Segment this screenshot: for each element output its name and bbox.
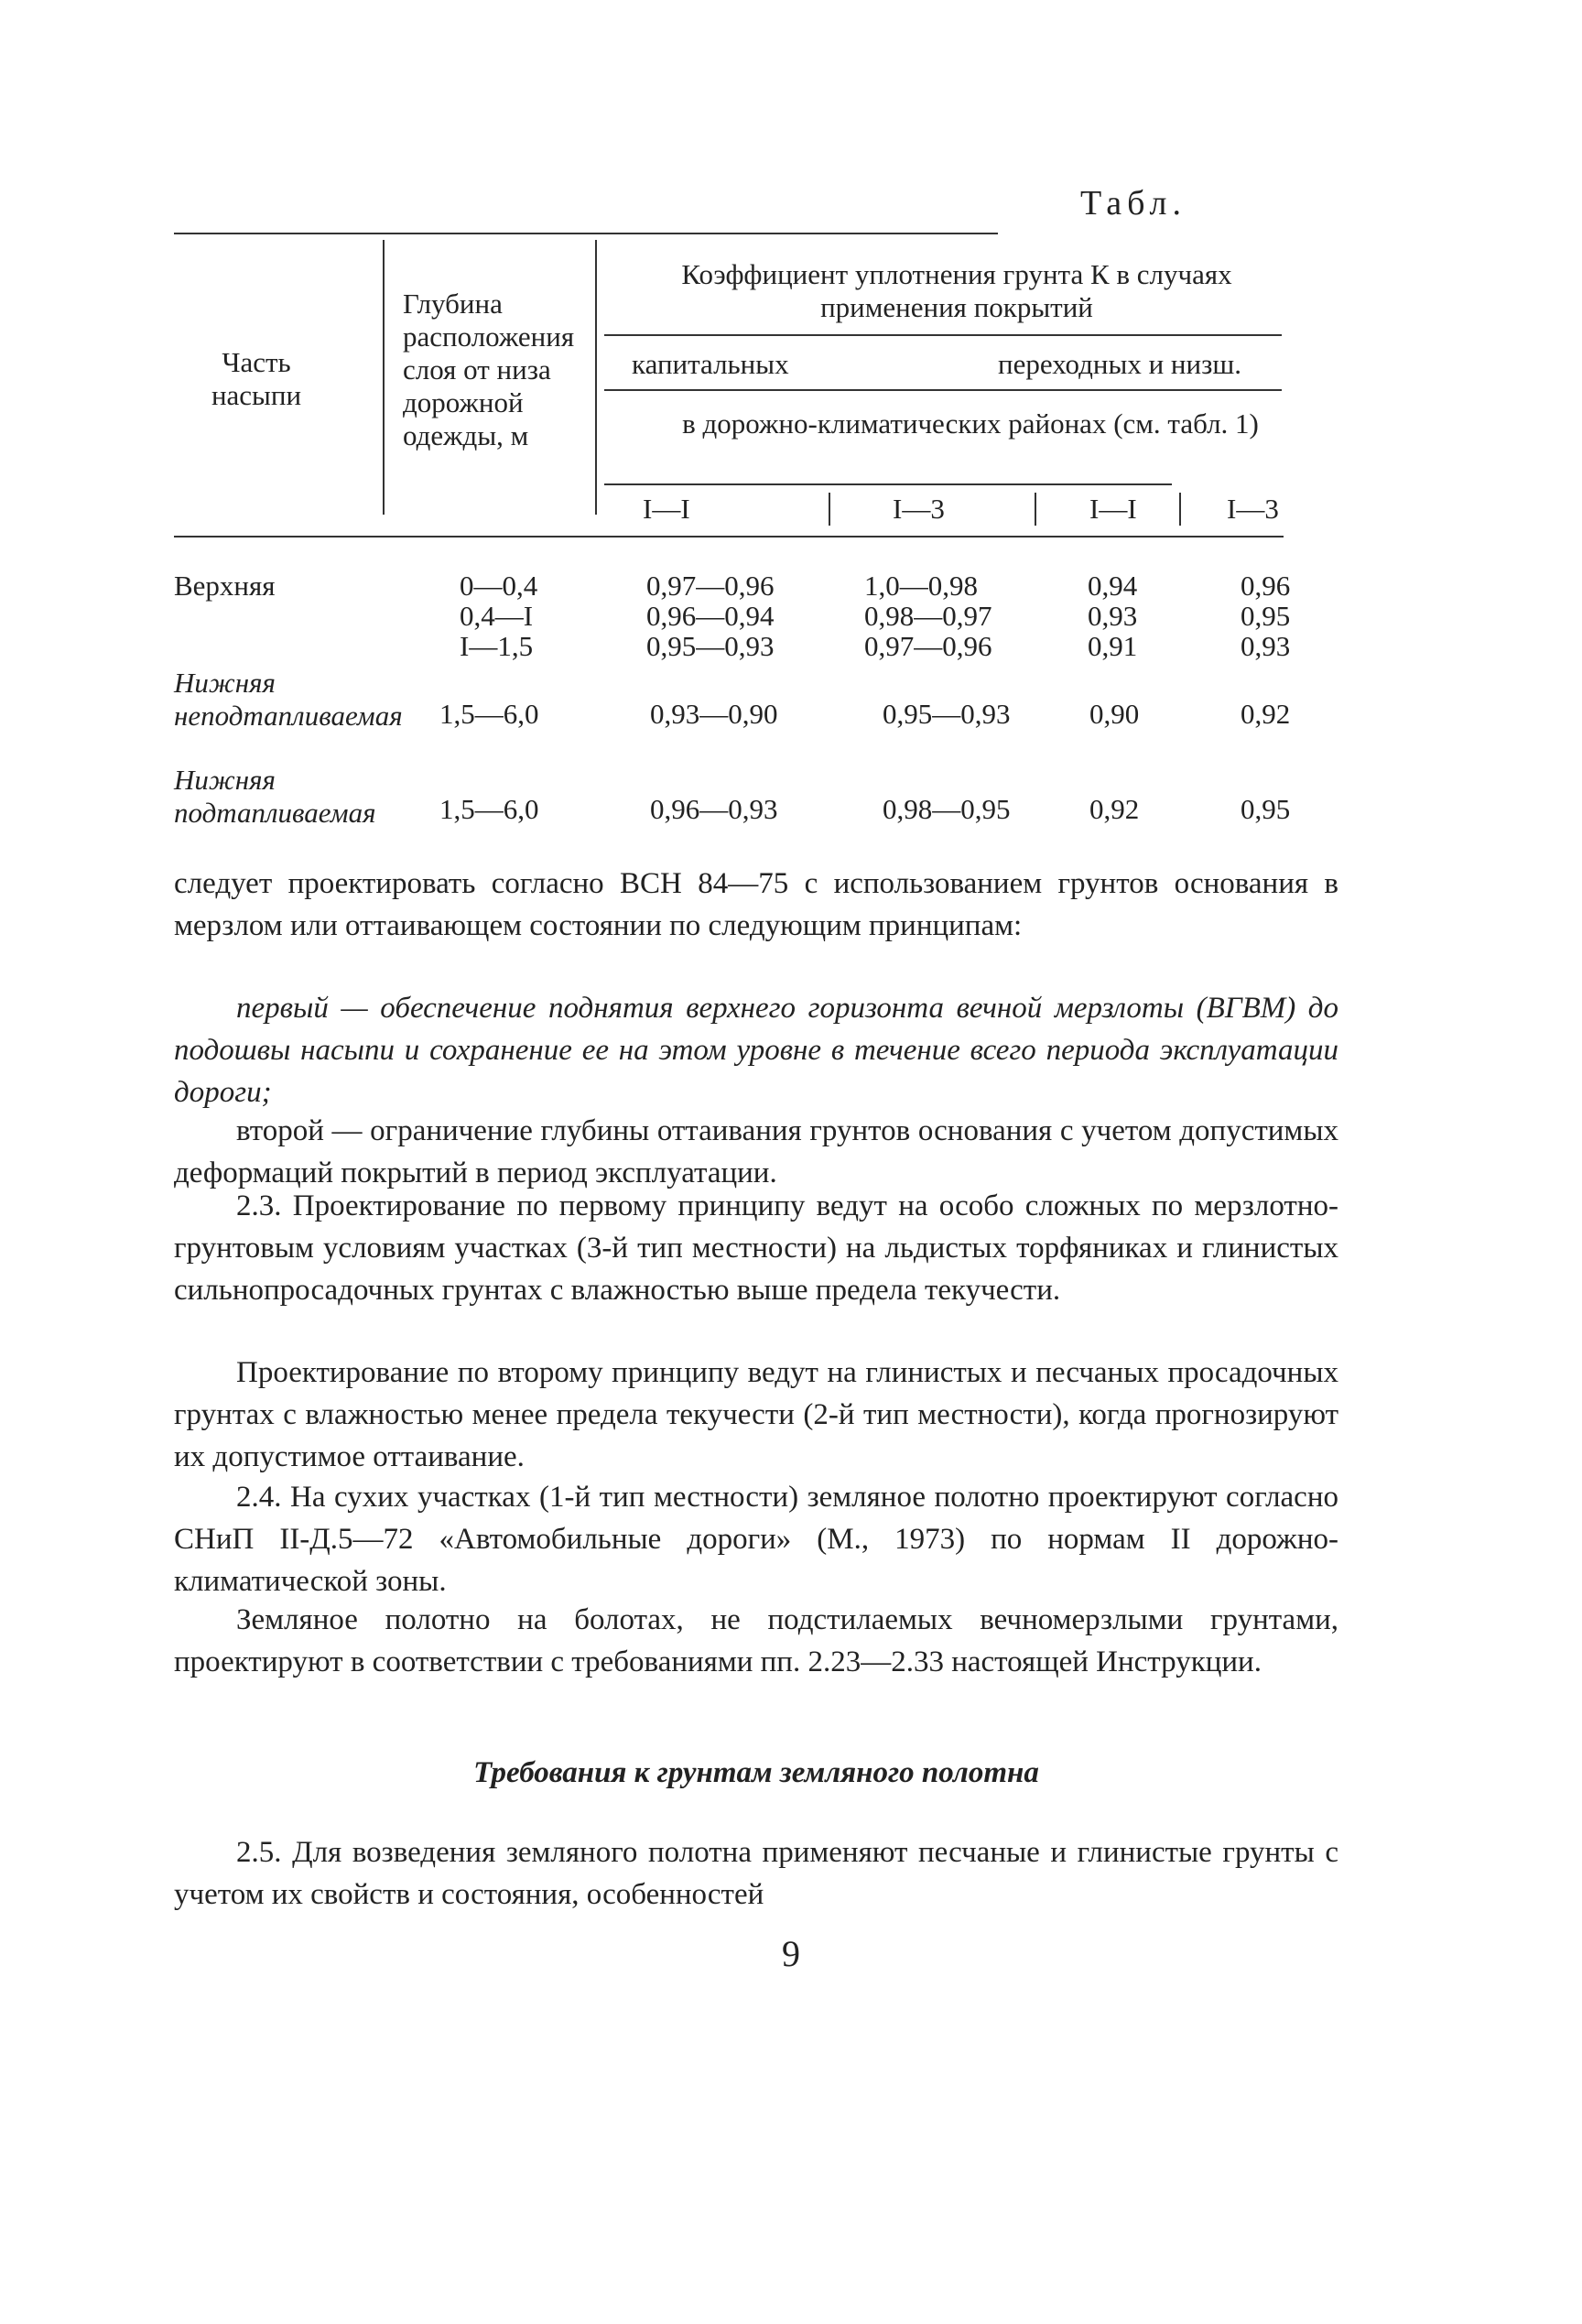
header-part: Часть насыпи	[211, 346, 302, 411]
row-coef-capital-3: 0,98—0,97	[864, 600, 992, 632]
zone-vrule-1	[829, 493, 830, 526]
table-label: Табл.	[1080, 184, 1186, 223]
row-coef-trans-3: 0,92	[1241, 698, 1291, 730]
table-vrule-1	[383, 240, 385, 515]
paragraph: 2.5. Для возведения земляного полотна применяют песчаные и глинистые грунты с учетом их свойств и состояния, особенностей	[174, 1836, 1338, 1911]
row-part: Нижняя неподтапливаемая	[174, 667, 403, 732]
row-coef-trans-1: 0,94	[1088, 570, 1138, 602]
paragraph: первый — обеспечение поднятия верхнего горизонта вечной мерзлоты (ВГВМ) до подошвы насыпи и сохранение ее на этом уровне в течение всего периода эксплуатации дороги;	[174, 992, 1338, 1109]
row-coef-trans-3: 0,93	[1241, 630, 1291, 662]
paragraph: Земляное полотно на болотах, не подстилаемых вечномерзлыми грунтами, проектируют в соответствии с требованиями пп. 2.23—2.33 настоящей Инструкции.	[174, 1603, 1338, 1678]
row-depth: I—1,5	[460, 630, 534, 662]
zone-col-1: I—I	[643, 493, 690, 525]
row-coef-capital-3: 0,98—0,95	[883, 793, 1011, 825]
header-coefficient: Коэффициент уплотнения грунта К в случаях применения покрытий	[681, 258, 1232, 323]
table-vrule-2	[595, 240, 597, 515]
header-bottom-rule	[174, 536, 1284, 538]
row-coef-capital-1: 0,97—0,96	[646, 570, 775, 602]
row-coef-trans-1: 0,90	[1089, 698, 1140, 730]
table-top-rule	[174, 233, 998, 234]
header-capital: капитальных	[632, 348, 789, 380]
row-depth: 1,5—6,0	[439, 698, 539, 730]
row-coef-trans-1: 0,92	[1089, 793, 1140, 825]
row-depth: 0—0,4	[460, 570, 538, 602]
paragraph: следует проектировать согласно ВСН 84—75 с использованием грунтов основания в мерзлом или оттаивающем состоянии по следующим принципам:	[174, 867, 1338, 942]
header-transitional: переходных и низш.	[998, 348, 1241, 380]
section-heading: Требования к грунтам земляного полотна	[473, 1756, 1039, 1789]
paragraph: Проектирование по второму принципу ведут на глинистых и песчаных просадочных грунтах с влажностью менее предела текучести (2-й тип местности), когда прогнозируют их допустимое оттаивание.	[174, 1356, 1338, 1473]
row-coef-trans-3: 0,95	[1241, 793, 1291, 825]
paragraph: 2.3. Проектирование по первому принципу ведут на особо сложных по мерзлотно-грунтовым условиям участках (3-й тип местности) на льдистых торфяниках и глинистых сильнопросадочных грунтах с влажностью выше предела текучести.	[174, 1189, 1338, 1307]
row-coef-trans-3: 0,96	[1241, 570, 1291, 602]
coef-rule	[604, 334, 1282, 336]
row-coef-capital-1: 0,95—0,93	[646, 630, 775, 662]
row-coef-capital-1: 0,96—0,94	[646, 600, 775, 632]
row-coef-trans-1: 0,91	[1088, 630, 1138, 662]
row-coef-trans-1: 0,93	[1088, 600, 1138, 632]
row-part: Верхняя	[174, 570, 276, 602]
zone-vrule-3	[1179, 493, 1181, 526]
row-coef-capital-1: 0,96—0,93	[650, 793, 778, 825]
zone-col-4: I—3	[1227, 493, 1279, 525]
row-depth: 1,5—6,0	[439, 793, 539, 825]
paragraph: 2.4. На сухих участках (1-й тип местности) земляное полотно проектируют согласно СНиП II-Д.5—72 «Автомобильные дороги» (М., 1973) по нормам II дорожно-климатической зоны.	[174, 1481, 1338, 1598]
row-coef-capital-3: 1,0—0,98	[864, 570, 978, 602]
row-coef-capital-1: 0,93—0,90	[650, 698, 778, 730]
row-part: Нижняя подтапливаемая	[174, 764, 376, 829]
zone-col-3: I—I	[1089, 493, 1137, 525]
header-depth: Глубина расположения слоя от низа дорожной одежды, м	[403, 288, 575, 451]
type-rule	[604, 389, 1282, 391]
zone-col-2: I—3	[893, 493, 945, 525]
header-zones: в дорожно-климатических районах (см. табл. 1)	[682, 407, 1259, 440]
page-number: 9	[782, 1933, 800, 1974]
row-coef-trans-3: 0,95	[1241, 600, 1291, 632]
paragraph: второй — ограничение глубины оттаивания грунтов основания с учетом допустимых деформаций покрытий в период эксплуатации.	[174, 1114, 1338, 1189]
zone-rule	[604, 483, 1172, 485]
zone-vrule-2	[1035, 493, 1036, 526]
row-depth: 0,4—I	[460, 600, 534, 632]
row-coef-capital-3: 0,97—0,96	[864, 630, 992, 662]
row-coef-capital-3: 0,95—0,93	[883, 698, 1011, 730]
